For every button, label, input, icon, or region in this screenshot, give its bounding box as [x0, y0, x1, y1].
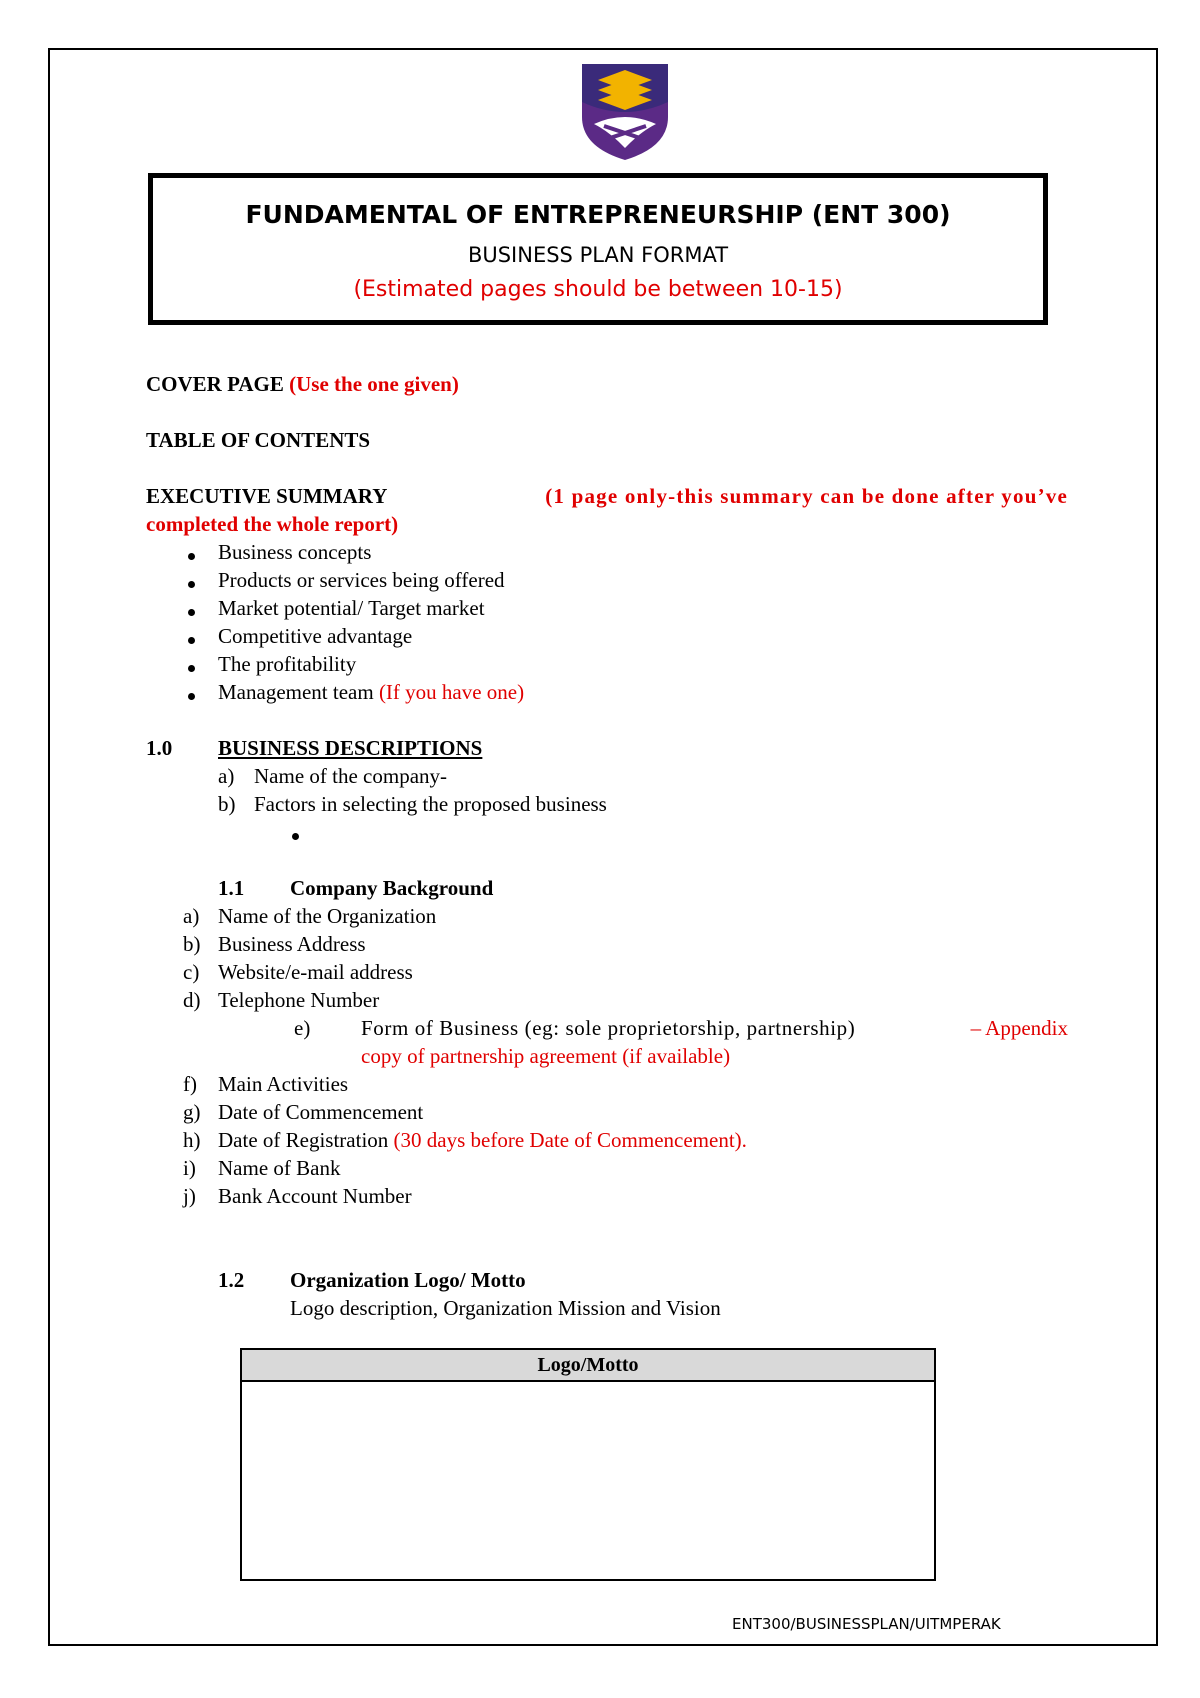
document-subtitle: BUSINESS PLAN FORMAT — [467, 243, 729, 267]
section-1-1-letter: a) — [183, 904, 200, 928]
section-1-1-letter: e) — [294, 1016, 311, 1040]
exec-summary-line — [146, 484, 1068, 509]
section-1-item: Factors in selecting the proposed business — [254, 792, 607, 816]
registration-note: (30 days before Date of Commencement). — [393, 1128, 747, 1152]
section-1-1-item: Main Activities — [218, 1072, 349, 1096]
section-1-1-letter: i) — [183, 1156, 196, 1180]
logo-motto-table — [240, 1348, 936, 1581]
section-1-number: 1.0 — [146, 736, 173, 760]
section-1-item-letter: b) — [218, 792, 236, 816]
section-1-1-letter: c) — [183, 960, 200, 984]
bullet-dot — [188, 693, 195, 700]
section-1-1-item: Name of Bank — [218, 1156, 341, 1180]
exec-summary-note-1: (1 page only-this summary can be done after you’ve — [545, 484, 1068, 508]
section-1-1-letter: b) — [183, 932, 201, 956]
item-e-note-line-2: copy of partnership agreement (if available) — [361, 1044, 731, 1068]
section-1-1-letter: f) — [183, 1072, 197, 1096]
exec-item: Business concepts — [218, 540, 372, 564]
bullet-dot — [188, 609, 195, 616]
section-1-1-item-e — [361, 1016, 1068, 1041]
exec-item-text: Management team — [218, 680, 374, 704]
exec-summary-note-2: completed the whole report) — [146, 512, 399, 536]
section-1-1-item: Bank Account Number — [218, 1184, 412, 1208]
section-1-1-item-registration — [218, 1128, 747, 1153]
section-1-2-description: Logo description, Organization Mission and Vision — [290, 1296, 721, 1320]
footer-code: ENT300/BUSINESSPLAN/UITMPERAK — [732, 1615, 1001, 1633]
section-1-1-letter: h) — [183, 1128, 201, 1152]
document-title: FUNDAMENTAL OF ENTREPRENEURSHIP (ENT 300) — [245, 200, 951, 229]
exec-item: The profitability — [218, 652, 357, 676]
cover-page-line — [146, 372, 459, 397]
section-1-title: BUSINESS DESCRIPTIONS — [218, 736, 483, 760]
section-1-1-item: Website/e-mail address — [218, 960, 413, 984]
cover-page-label: COVER PAGE — [146, 372, 284, 396]
section-1-1-letter: j) — [183, 1184, 196, 1208]
cover-page-note: (Use the one given) — [289, 372, 459, 396]
section-1-1-letter: d) — [183, 988, 201, 1012]
section-1-2-title: Organization Logo/ Motto — [290, 1268, 526, 1292]
title-box — [148, 173, 1048, 325]
exec-item: Competitive advantage — [218, 624, 413, 648]
section-1-1-item: Telephone Number — [218, 988, 380, 1012]
section-1-1-item: Name of the Organization — [218, 904, 437, 928]
item-e-note: – Appendix — [970, 1016, 1068, 1040]
toc-label: TABLE OF CONTENTS — [146, 428, 371, 452]
section-1-1-number: 1.1 — [218, 876, 245, 900]
bullet-dot — [188, 553, 195, 560]
exec-item: Products or services being offered — [218, 568, 505, 592]
page-estimate-note: (Estimated pages should be between 10-15) — [353, 277, 843, 302]
logo-motto-header: Logo/Motto — [242, 1350, 934, 1382]
bullet-dot — [292, 833, 299, 840]
item-e-text: Form of Business (eg: sole proprietorship, partnership) — [361, 1016, 856, 1040]
section-1-1-letter: g) — [183, 1100, 201, 1124]
exec-summary-label: EXECUTIVE SUMMARY — [146, 484, 388, 508]
section-1-1-item: Business Address — [218, 932, 366, 956]
section-1-item: Name of the company- — [254, 764, 448, 788]
exec-item: Market potential/ Target market — [218, 596, 485, 620]
bullet-dot — [188, 581, 195, 588]
university-crest-icon — [580, 62, 670, 162]
exec-item-management — [218, 680, 524, 705]
section-1-1-title: Company Background — [290, 876, 494, 900]
section-1-item-letter: a) — [218, 764, 235, 788]
exec-item-note: (If you have one) — [378, 680, 525, 704]
bullet-dot — [188, 637, 195, 644]
bullet-dot — [188, 665, 195, 672]
section-1-2-number: 1.2 — [218, 1268, 245, 1292]
section-1-1-item: Date of Commencement — [218, 1100, 424, 1124]
registration-text: Date of Registration — [218, 1128, 389, 1152]
